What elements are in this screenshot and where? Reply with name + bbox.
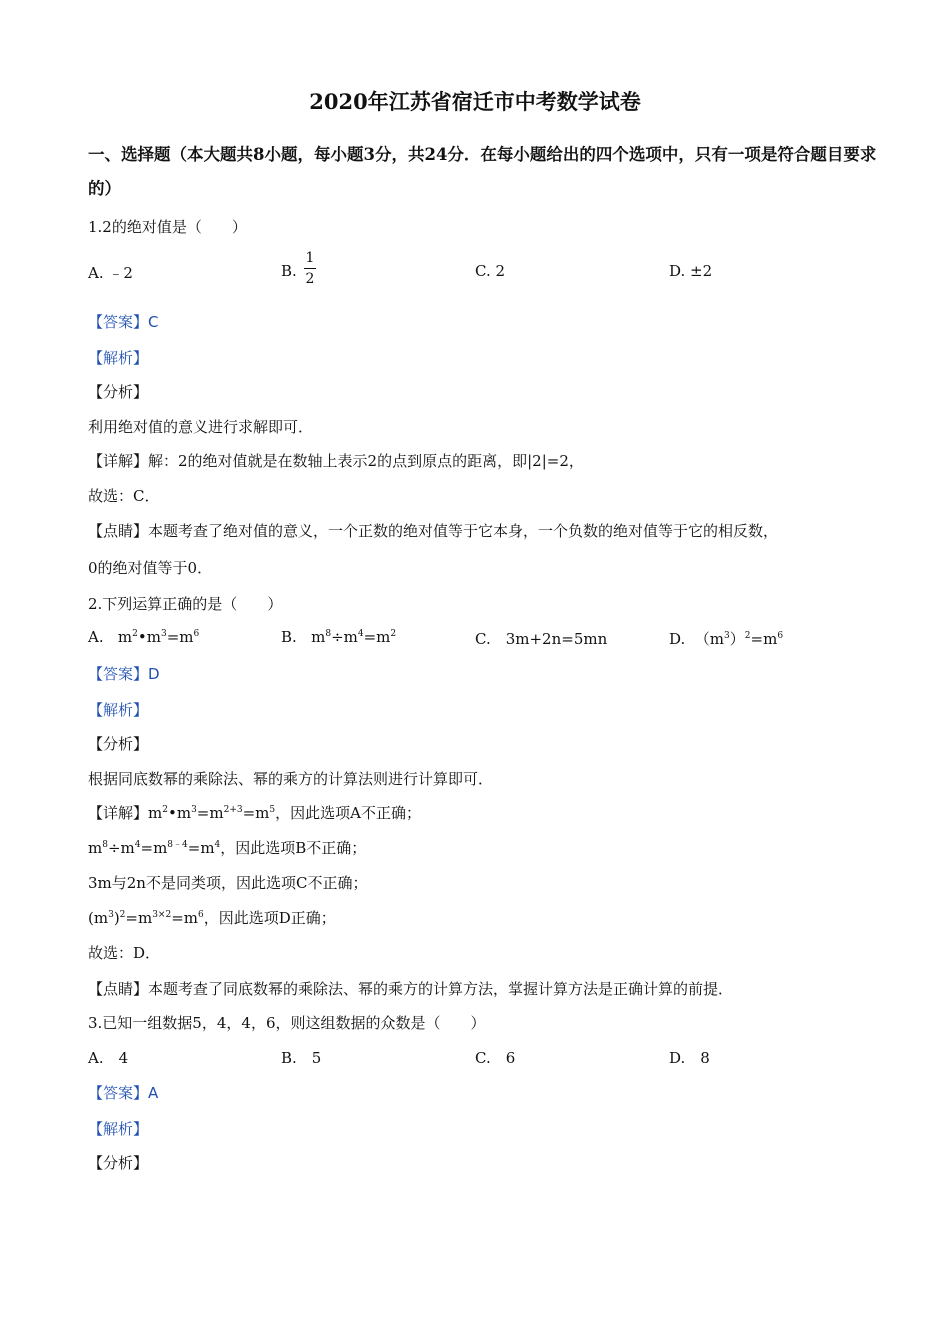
option-prefix: A. [88, 628, 104, 646]
q1-option-d: D. ±2 [669, 262, 713, 280]
q2-detail-2: $m^8\div m^4=m^{8﹣4}=m^4$，因此选项B不正确； [88, 839, 367, 857]
q1-stem: 1.2的绝对值是（ ） [88, 218, 247, 236]
q2-detail-1: 【详解】$m^2•m^3=m^{2+3}=m^5$，因此选项A不正确； [88, 804, 421, 822]
q1-comment [88, 520, 778, 541]
q1-option-a: A. ﹣2 [88, 264, 133, 282]
q2-detail-4: $(m^3)^2=m^{3\times 2}=m^6$，因此选项D正确； [88, 909, 336, 927]
detail-label: 【详解】 [88, 452, 149, 470]
fraction-numerator: 1 [305, 250, 315, 266]
q2-stem: 2.下列运算正确的是（ ） [88, 595, 283, 613]
q3-answer [88, 1082, 158, 1103]
q2-choose: 故选：D． [88, 944, 161, 962]
q1-comment-cont: 0的绝对值等于0． [88, 559, 213, 577]
q1-answer [88, 311, 159, 332]
option-prefix: D. [669, 630, 686, 648]
q2-comment [88, 978, 733, 999]
q2-option-a: A. $m^2•m^3=m^6$ [88, 628, 200, 646]
q1-option-c: C. 2 [475, 262, 506, 280]
q2-fenxi-label: 【分析】 [88, 735, 149, 753]
q2-option-d: D. $(m^3)^2=m^6$ [669, 630, 784, 648]
comment-label: 【点睛】 [88, 980, 149, 998]
page-title: 2020年江苏省宿迁市中考数学试卷 [309, 89, 641, 114]
answer-value: D [148, 665, 160, 683]
detail-text: 解：2的绝对值就是在数轴上表示2的点到原点的距离，即|2|=2， [148, 452, 584, 470]
detail-label: 【详解】 [88, 804, 149, 822]
q1-choose: 故选：C． [88, 487, 160, 505]
q2-answer [88, 663, 160, 684]
q1-detail [88, 450, 584, 471]
comment-text: 本题考查了同底数幂的乘除法、幂的乘方的计算方法，掌握计算方法是正确计算的前提． [148, 980, 734, 998]
answer-label: 【答案】 [88, 1084, 149, 1102]
q1-option-b-fraction [304, 250, 316, 287]
q3-analysis-label: 【解析】 [88, 1120, 149, 1138]
detail-tail: ，因此选项A不正确； [275, 804, 421, 822]
q1-analysis-label: 【解析】 [88, 349, 149, 367]
fraction-bar [304, 268, 316, 269]
q3-option-a: A. 4 [88, 1049, 129, 1067]
comment-label: 【点睛】 [88, 522, 149, 540]
q2-analysis-label: 【解析】 [88, 701, 149, 719]
q2-option-c: C. 3m+2n=5mn [475, 630, 608, 648]
q1-fenxi-label: 【分析】 [88, 383, 149, 401]
option-prefix: B. [281, 628, 297, 646]
q3-option-b: B. 5 [281, 1049, 322, 1067]
answer-value: C [148, 313, 159, 331]
q2-detail-3: 3m与2n不是同类项，因此选项C不正确； [88, 874, 368, 892]
answer-value: A [148, 1084, 159, 1102]
q2-fenxi-text: 根据同底数幂的乘除法、幂的乘方的计算法则进行计算即可． [88, 770, 494, 788]
section-heading: 一、选择题（本大题共8小题，每小题3分，共24分．在每小题给出的四个选项中，只有一项是符合题目要求的） [88, 145, 877, 198]
q1-option-b-label: B. [281, 262, 297, 280]
answer-label: 【答案】 [88, 665, 149, 683]
comment-text: 本题考查了绝对值的意义，一个正数的绝对值等于它本身，一个负数的绝对值等于它的相反数， [148, 522, 779, 540]
fraction-denominator: 2 [305, 271, 315, 287]
q3-option-d: D. 8 [669, 1049, 710, 1067]
answer-label: 【答案】 [88, 313, 149, 331]
detail-tail: ，因此选项D正确； [203, 909, 336, 927]
q3-fenxi-label: 【分析】 [88, 1154, 149, 1172]
q1-fenxi-text: 利用绝对值的意义进行求解即可． [88, 418, 314, 436]
q3-option-c: C. 6 [475, 1049, 516, 1067]
detail-tail: ，因此选项B不正确； [220, 839, 367, 857]
q2-option-b: B. $m^8\div m^4=m^2$ [281, 628, 397, 646]
q3-stem: 3.已知一组数据5，4，4，6，则这组数据的众数是（ ） [88, 1014, 486, 1032]
